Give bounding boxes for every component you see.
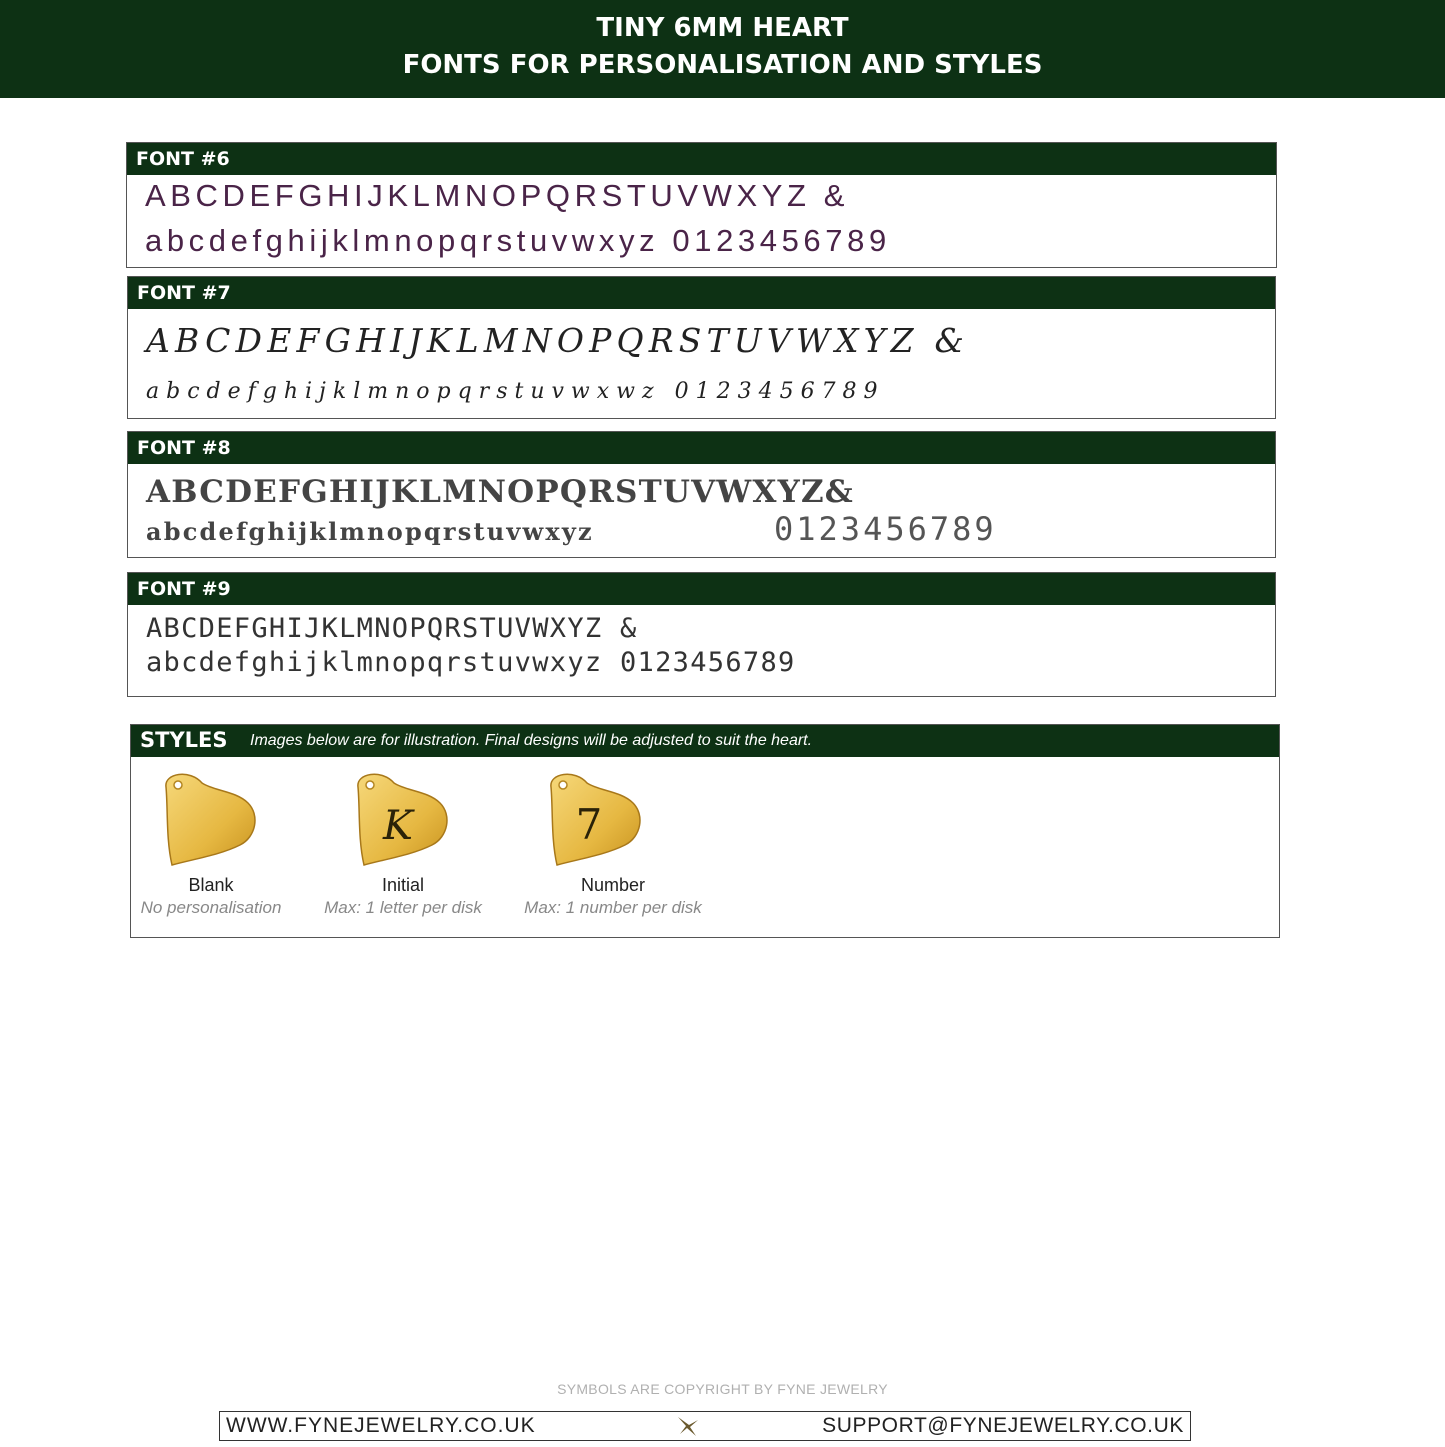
gold-heart-icon xyxy=(156,769,266,869)
font-6-lowercase: abcdefghijklmnopqrstuvwxyz 0123456789 xyxy=(145,223,891,258)
support-email[interactable]: SUPPORT@FYNEJEWELRY.CO.UK xyxy=(822,1414,1184,1437)
font-7-uppercase: ABCDEFGHIJKLMNOPQRSTUVWXYZ & xyxy=(146,321,970,360)
font-9-lowercase: abcdefghijklmnopqrstuvwxyz 0123456789 xyxy=(146,647,796,678)
top-banner xyxy=(0,0,1445,98)
styles-title: STYLES xyxy=(140,728,228,752)
font-8-header: FONT #8 xyxy=(128,432,1275,464)
footer-bar xyxy=(219,1411,1191,1441)
style-description: No personalisation xyxy=(140,898,282,917)
font-8-digits: 0123456789 xyxy=(774,510,997,548)
font-8-panel xyxy=(127,431,1276,558)
page-title: TINY 6MM HEART xyxy=(596,13,849,43)
page-subtitle: FONTS FOR PERSONALISATION AND STYLES xyxy=(402,50,1043,80)
font-6-uppercase: ABCDEFGHIJKLMNOPQRSTUVWXYZ & xyxy=(145,178,850,213)
website-link[interactable]: WWW.FYNEJEWELRY.CO.UK xyxy=(226,1414,536,1437)
font-9-uppercase: ABCDEFGHIJKLMNOPQRSTUVWXYZ & xyxy=(146,613,638,644)
font-7-header: FONT #7 xyxy=(128,277,1275,309)
style-blank xyxy=(111,769,311,918)
style-description: Max: 1 letter per disk xyxy=(324,898,482,917)
font-8-uppercase: ABCDEFGHIJKLMNOPQRSTUVWXYZ& xyxy=(146,474,854,510)
font-7-panel xyxy=(127,276,1276,419)
font-6-header: FONT #6 xyxy=(127,143,1276,175)
gold-heart-icon xyxy=(348,769,458,869)
styles-header xyxy=(131,725,1279,757)
font-9-panel xyxy=(127,572,1276,697)
style-number xyxy=(513,769,713,918)
star-icon xyxy=(676,1414,700,1443)
style-description: Max: 1 number per disk xyxy=(524,898,702,917)
styles-note: Images below are for illustration. Final designs will be adjusted to suit the heart. xyxy=(250,732,813,749)
style-initial xyxy=(303,769,503,918)
font-6-panel xyxy=(126,142,1277,268)
styles-panel xyxy=(130,724,1280,938)
style-label: Blank xyxy=(188,875,234,895)
copyright-note: SYMBOLS ARE COPYRIGHT BY FYNE JEWELRY xyxy=(557,1381,888,1397)
heart-engraving: K xyxy=(383,803,413,849)
style-label: Number xyxy=(580,875,646,895)
font-7-lowercase: abcdefghijklmnopqrstuvwxwz 0123456789 xyxy=(146,379,885,404)
heart-engraving: 7 xyxy=(575,800,603,849)
font-8-lowercase: abcdefghijklmnopqrstuvwxyz xyxy=(146,517,594,546)
font-9-header: FONT #9 xyxy=(128,573,1275,605)
style-label: Initial xyxy=(381,875,425,895)
gold-heart-icon xyxy=(541,769,651,869)
